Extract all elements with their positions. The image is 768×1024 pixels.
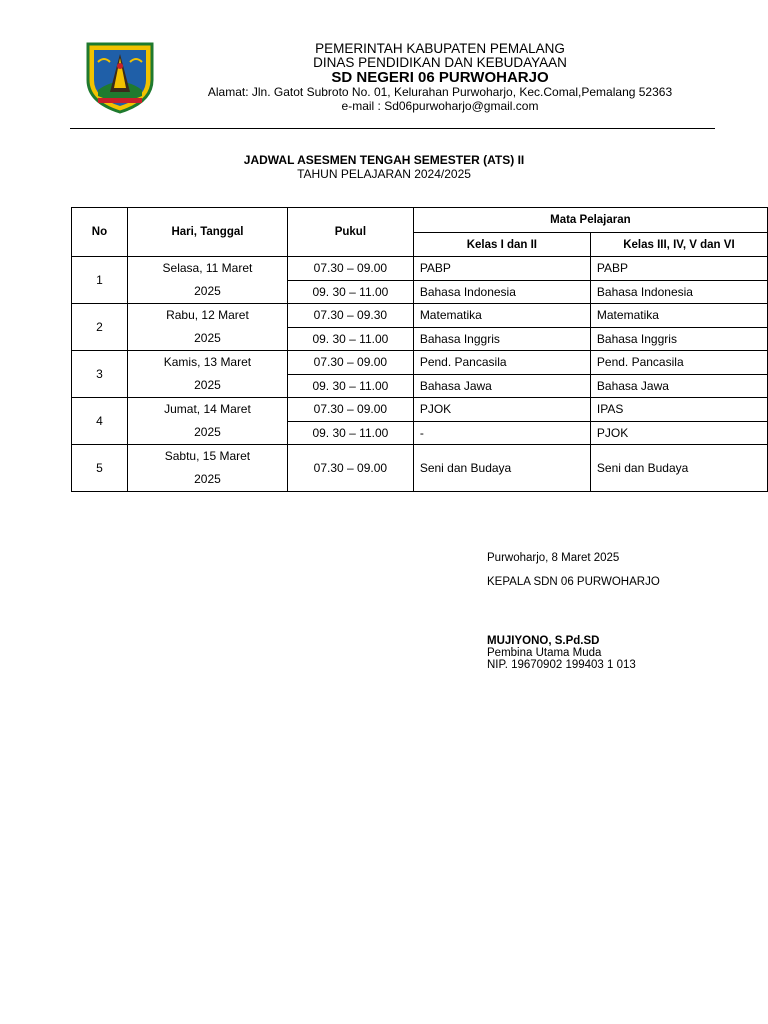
row-subject-class-1-2: PABP bbox=[413, 257, 590, 281]
row-subject-class-3-6: Bahasa Inggris bbox=[590, 327, 767, 351]
header-class-3-6: Kelas III, IV, V dan VI bbox=[590, 233, 767, 257]
letterhead-email: e-mail : Sd06purwoharjo@gmail.com bbox=[341, 99, 539, 113]
row-day-date bbox=[127, 257, 287, 304]
row-day-text: Rabu, 12 Maret bbox=[166, 308, 249, 322]
table-row bbox=[72, 257, 768, 281]
schedule-body bbox=[72, 257, 768, 492]
row-subject-class-1-2: Bahasa Jawa bbox=[413, 374, 590, 398]
regency-emblem-logo bbox=[84, 40, 156, 114]
row-number: 4 bbox=[72, 398, 128, 445]
row-day-date bbox=[127, 445, 287, 492]
row-time: 07.30 – 09.00 bbox=[287, 398, 413, 422]
signature-role: KEPALA SDN 06 PURWOHARJO bbox=[487, 576, 660, 588]
row-time: 09. 30 – 11.00 bbox=[287, 327, 413, 351]
letterhead-address: Alamat: Jln. Gatot Subroto No. 01, Kelurahan Purwoharjo, Kec.Comal,Pemalang 52363 bbox=[207, 85, 673, 99]
row-year-text: 2025 bbox=[194, 378, 221, 392]
header-time: Pukul bbox=[287, 208, 413, 257]
row-subject-class-3-6: IPAS bbox=[590, 398, 767, 422]
row-time: 09. 30 – 11.00 bbox=[287, 280, 413, 304]
row-subject-class-1-2: Bahasa Inggris bbox=[413, 327, 590, 351]
signature-name: MUJIYONO, S.Pd.SD bbox=[487, 635, 600, 647]
row-time: 07.30 – 09.00 bbox=[287, 351, 413, 375]
table-row bbox=[72, 304, 768, 328]
signature-place-date: Purwoharjo, 8 Maret 2025 bbox=[487, 552, 620, 564]
row-subject-class-3-6: Pend. Pancasila bbox=[590, 351, 767, 375]
letterhead-school-name: SD NEGERI 06 PURWOHARJO bbox=[331, 69, 549, 86]
signature-nip: NIP. 19670902 199403 1 013 bbox=[487, 659, 636, 671]
signature-rank: Pembina Utama Muda bbox=[487, 647, 602, 659]
document-title: JADWAL ASESMEN TENGAH SEMESTER (ATS) II bbox=[243, 153, 525, 167]
row-year-text: 2025 bbox=[194, 284, 221, 298]
letterhead-government: PEMERINTAH KABUPATEN PEMALANG bbox=[315, 41, 565, 56]
row-number: 5 bbox=[72, 445, 128, 492]
row-day-text: Sabtu, 15 Maret bbox=[164, 449, 251, 463]
row-subject-class-3-6: Bahasa Jawa bbox=[590, 374, 767, 398]
row-subject-class-3-6: PJOK bbox=[590, 421, 767, 445]
row-time: 09. 30 – 11.00 bbox=[287, 421, 413, 445]
table-row bbox=[72, 398, 768, 422]
header-day-date: Hari, Tanggal bbox=[127, 208, 287, 257]
row-year-text: 2025 bbox=[194, 331, 221, 345]
table-row bbox=[72, 445, 768, 492]
row-day-date bbox=[127, 304, 287, 351]
row-number: 2 bbox=[72, 304, 128, 351]
row-number: 3 bbox=[72, 351, 128, 398]
row-day-text: Kamis, 13 Maret bbox=[163, 355, 252, 369]
row-year-text: 2025 bbox=[194, 425, 221, 439]
row-day-date bbox=[127, 351, 287, 398]
letterhead-department: DINAS PENDIDIKAN DAN KEBUDAYAAN bbox=[313, 55, 567, 70]
exam-schedule-table bbox=[71, 207, 768, 492]
row-day-text: Jumat, 14 Maret bbox=[164, 402, 251, 416]
row-subject-class-1-2: Bahasa Indonesia bbox=[413, 280, 590, 304]
row-subject-class-3-6: PABP bbox=[590, 257, 767, 281]
header-subjects: Mata Pelajaran bbox=[413, 208, 767, 233]
row-subject-class-3-6: Seni dan Budaya bbox=[590, 445, 767, 492]
row-subject-class-1-2: - bbox=[413, 421, 590, 445]
row-year-text: 2025 bbox=[194, 472, 221, 486]
row-day-text: Selasa, 11 Maret bbox=[162, 261, 253, 275]
row-time: 07.30 – 09.30 bbox=[287, 304, 413, 328]
row-time: 07.30 – 09.00 bbox=[287, 445, 413, 492]
row-subject-class-3-6: Matematika bbox=[590, 304, 767, 328]
header-class-1-2: Kelas I dan II bbox=[413, 233, 590, 257]
row-number: 1 bbox=[72, 257, 128, 304]
row-time: 09. 30 – 11.00 bbox=[287, 374, 413, 398]
letterhead-divider bbox=[70, 128, 715, 129]
row-subject-class-1-2: PJOK bbox=[413, 398, 590, 422]
header-no: No bbox=[72, 208, 128, 257]
table-row bbox=[72, 351, 768, 375]
row-subject-class-1-2: Seni dan Budaya bbox=[413, 445, 590, 492]
academic-year: TAHUN PELAJARAN 2024/2025 bbox=[297, 167, 471, 181]
row-subject-class-1-2: Matematika bbox=[413, 304, 590, 328]
row-subject-class-1-2: Pend. Pancasila bbox=[413, 351, 590, 375]
row-day-date bbox=[127, 398, 287, 445]
row-subject-class-3-6: Bahasa Indonesia bbox=[590, 280, 767, 304]
row-time: 07.30 – 09.00 bbox=[287, 257, 413, 281]
